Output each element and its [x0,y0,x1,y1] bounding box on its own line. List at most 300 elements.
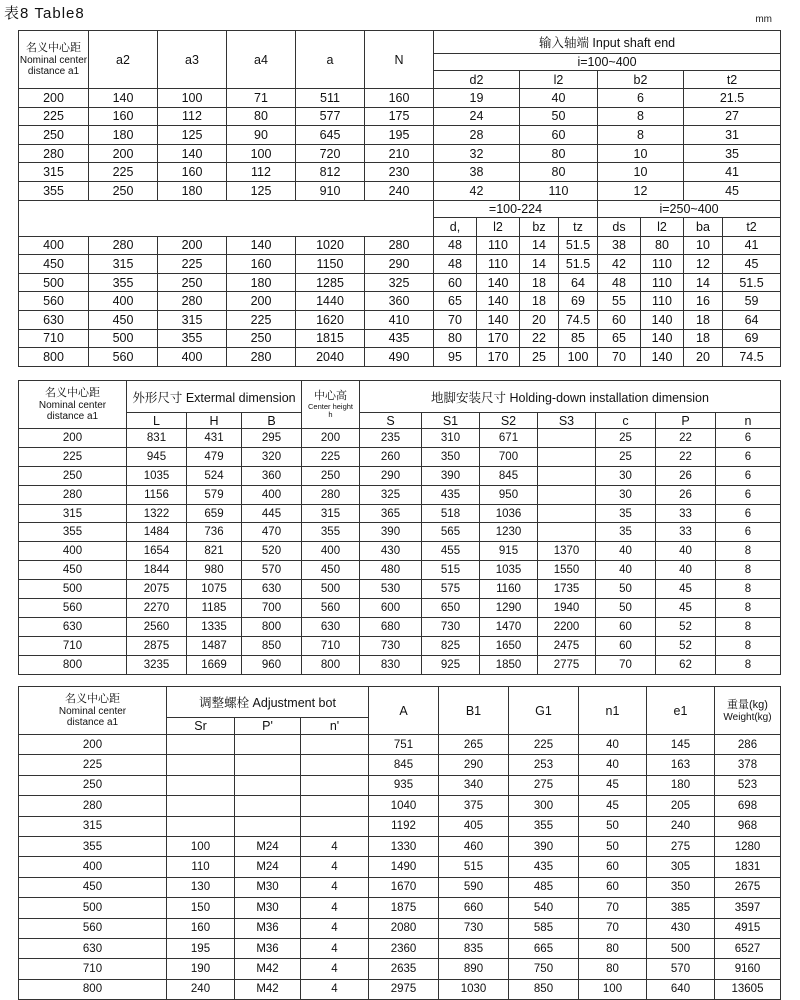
table-cell: 400 [242,485,302,504]
table-cell: 110 [641,273,684,292]
table-cell: 50 [596,580,656,599]
table-row [19,144,781,163]
table-cell: 560 [89,348,158,367]
table-cell: 800 [302,655,360,674]
table-cell: M24 [235,857,301,877]
table-cell: 845 [369,755,439,775]
table-cell: 315 [19,816,167,836]
table-cell: 430 [647,918,715,938]
table-row [19,735,781,755]
table-cell: 355 [19,523,127,542]
table-cell: 64 [559,273,598,292]
table-cell: 479 [187,447,242,466]
table-cell: 170 [477,348,520,367]
table-cell: 1280 [715,836,781,856]
table-row [19,348,781,367]
table-cell: 1290 [480,599,538,618]
table-cell: 26 [656,485,716,504]
table-cell: 480 [360,561,422,580]
table-cell: 8 [716,599,781,618]
table-cell: 140 [158,144,227,163]
table-row [19,447,781,466]
table-cell: 112 [158,107,227,126]
table-cell: 515 [439,857,509,877]
table-cell: 355 [89,273,158,292]
table-cell: 1150 [296,255,365,274]
table-cell: 435 [422,485,480,504]
table-cell: 3235 [127,655,187,674]
table-cell: 60 [434,273,477,292]
table-cell: 8 [716,542,781,561]
table-row [19,796,781,816]
table-cell: 579 [187,485,242,504]
table-row [19,918,781,938]
table-cell: 4 [301,898,369,918]
table-cell: 55 [598,292,641,311]
table-cell: 100 [158,89,227,108]
header-center-height: 中心高 Center height h [302,381,360,429]
table-cell: 85 [559,329,598,348]
table-cell: 280 [302,485,360,504]
table-cell: 730 [439,918,509,938]
table-cell: 751 [369,735,439,755]
table-cell: 200 [89,144,158,163]
header-S3: S3 [538,413,596,429]
header-adjust: 调整螺栓 Adjustment bot [167,687,369,718]
table-cell: 160 [89,107,158,126]
table-cell: 74.5 [723,348,781,367]
table-cell: 110 [477,255,520,274]
table-cell [167,735,235,755]
table-cell: 25 [596,447,656,466]
table-cell: 125 [227,181,296,200]
table-cell: 4 [301,857,369,877]
header-B1: B1 [439,687,509,735]
table-cell [167,775,235,795]
table-cell: 41 [723,236,781,255]
table-cell: 500 [647,938,715,958]
table-cell: 140 [641,348,684,367]
header-S2: S2 [480,413,538,429]
table-cell: 2360 [369,938,439,958]
table-cell: 40 [579,755,647,775]
table-cell: 60 [596,636,656,655]
table-cell: 20 [684,348,723,367]
table-cell: 40 [656,561,716,580]
table-cell: 698 [715,796,781,816]
table-cell: 2040 [296,348,365,367]
table-cell: 250 [19,126,89,145]
table-cell: 1230 [480,523,538,542]
table-cell: 225 [158,255,227,274]
table-row [19,580,781,599]
table-cell: 50 [596,599,656,618]
table-cell: 60 [579,877,647,897]
table-cell: 750 [509,959,579,979]
table-cell: 74.5 [559,310,598,329]
table-cell: 140 [227,236,296,255]
table-cell: 200 [302,429,360,448]
header-b2: b2 [598,71,684,89]
table-cell: 6 [716,523,781,542]
table-cell: 110 [167,857,235,877]
table-cell: 40 [520,89,598,108]
table-cell: 720 [296,144,365,163]
table-cell: 69 [559,292,598,311]
table-cell: 850 [509,979,579,999]
table-cell: 1036 [480,504,538,523]
table-cell: 38 [598,236,641,255]
table-cell [301,816,369,836]
table-cell: 125 [158,126,227,145]
table-cell: 350 [422,447,480,466]
table-cell: 42 [434,181,520,200]
table-cell: 570 [242,561,302,580]
table-cell: 460 [439,836,509,856]
table-row [19,877,781,897]
table-cell: 225 [302,447,360,466]
table-cell: 80 [434,329,477,348]
table-row [19,255,781,274]
header-sub-b: t2 [723,217,781,236]
table-cell: 195 [167,938,235,958]
table-cell: 12 [684,255,723,274]
table-cell: 630 [19,617,127,636]
table-cell: 250 [19,466,127,485]
table-cell: 831 [127,429,187,448]
table-cell: 180 [227,273,296,292]
table-cell [301,775,369,795]
table-cell: 280 [89,236,158,255]
table-cell: 645 [296,126,365,145]
table-cell [538,466,596,485]
table-cell [538,504,596,523]
table-cell: 355 [19,181,89,200]
header-a4: a4 [227,31,296,89]
header-Sr: Sr [167,718,235,735]
table-cell: 13605 [715,979,781,999]
table-row [19,523,781,542]
table-cell: 585 [509,918,579,938]
table-cell: 520 [242,542,302,561]
table-cell: 26 [656,466,716,485]
header-l2: l2 [520,71,598,89]
table-cell: 300 [509,796,579,816]
table-cell: 286 [715,735,781,755]
table-cell: 265 [439,735,509,755]
table-cell: 2975 [369,979,439,999]
table-cell: 1831 [715,857,781,877]
table-cell: 378 [715,755,781,775]
table-cell: 470 [242,523,302,542]
table-cell: 250 [19,775,167,795]
table-row [19,466,781,485]
table-cell: 2675 [715,877,781,897]
table-cell: 22 [656,447,716,466]
table-cell: 500 [19,898,167,918]
table-cell: 250 [158,273,227,292]
table-cell: 800 [19,979,167,999]
table-cell: 19 [434,89,520,108]
table-cell: 2200 [538,617,596,636]
table-cell: 80 [520,144,598,163]
table1-blank-block [19,200,434,236]
header-H: H [187,413,242,429]
table-cell [538,523,596,542]
header-e1: e1 [647,687,715,735]
table-cell: 1470 [480,617,538,636]
table-cell: 360 [365,292,434,311]
table-cell: 410 [365,310,434,329]
table-cell: 22 [520,329,559,348]
table-cell: M36 [235,938,301,958]
table-cell: 400 [19,857,167,877]
table-cell: 50 [579,816,647,836]
table-cell: 150 [167,898,235,918]
table-cell: 350 [647,877,715,897]
table-cell: 960 [242,655,302,674]
table-cell: 4 [301,959,369,979]
table-cell: 490 [365,348,434,367]
table-cell: 51.5 [723,273,781,292]
table-row [19,755,781,775]
table-cell: 375 [439,796,509,816]
table-cell: 325 [365,273,434,292]
table-cell: 560 [19,918,167,938]
table-cell: 175 [365,107,434,126]
table-cell: 240 [647,816,715,836]
table-cell: 1040 [369,796,439,816]
table-cell: 90 [227,126,296,145]
table-cell: 665 [509,938,579,958]
table-cell: 14 [520,255,559,274]
table-cell: 260 [360,447,422,466]
table-cell: 485 [509,877,579,897]
table-cell: 21.5 [684,89,781,108]
table-cell: 200 [158,236,227,255]
table-row [19,561,781,580]
table-cell: 31 [684,126,781,145]
table-cell: 69 [723,329,781,348]
header-sub-b: bz [520,217,559,236]
table-cell: 1815 [296,329,365,348]
table-cell: 650 [422,599,480,618]
header-sub-b: d, [434,217,477,236]
dimension-table-2 [18,380,781,675]
table-cell [167,755,235,775]
table-cell [538,485,596,504]
table-row [19,898,781,918]
table-cell: 577 [296,107,365,126]
table-cell: 6 [716,466,781,485]
table-cell: 455 [422,542,480,561]
table-cell: 390 [509,836,579,856]
table-cell [167,816,235,836]
table-cell: 45 [656,599,716,618]
header-P: P [656,413,716,429]
table-cell: 70 [579,898,647,918]
table-cell: 18 [520,273,559,292]
table-cell: 4 [301,938,369,958]
table-cell: 355 [19,836,167,856]
header-a2: a2 [89,31,158,89]
table-row [19,857,781,877]
table-cell: 915 [480,542,538,561]
header-n-prime: n' [301,718,369,735]
table-cell: 500 [19,273,89,292]
table-cell: 2875 [127,636,187,655]
table-cell: 10 [684,236,723,255]
table-cell: 430 [360,542,422,561]
table-cell: 160 [158,163,227,182]
table-cell: 35 [596,504,656,523]
table-cell: 200 [19,89,89,108]
table-cell: 825 [422,636,480,655]
table-cell: 570 [647,959,715,979]
header-S1: S1 [422,413,480,429]
table-cell: 52 [656,636,716,655]
table-cell: 1160 [480,580,538,599]
table-cell: 225 [509,735,579,755]
table-cell: M30 [235,877,301,897]
table-cell: 62 [656,655,716,674]
table-cell: 30 [596,485,656,504]
table-cell: 3597 [715,898,781,918]
table-cell: 59 [723,292,781,311]
header-weight: 重量(kg) Weight(kg) [715,687,781,735]
table-cell: 1440 [296,292,365,311]
table-cell [538,447,596,466]
table-row [19,542,781,561]
table-row [19,504,781,523]
table-cell: 280 [19,796,167,816]
table-cell: 240 [167,979,235,999]
table-cell [301,735,369,755]
header-sub-b: ba [684,217,723,236]
header-ratio-a: i=100~400 [434,54,781,71]
table-cell [235,775,301,795]
table-cell: 315 [19,504,127,523]
table-cell: 80 [579,938,647,958]
table-cell: 32 [434,144,520,163]
table-cell: 560 [19,599,127,618]
table-cell: 821 [187,542,242,561]
table-cell: 180 [158,181,227,200]
table-cell: 27 [684,107,781,126]
table-row [19,938,781,958]
table-cell: 1654 [127,542,187,561]
table-cell: 1669 [187,655,242,674]
table-cell: 110 [477,236,520,255]
table-cell: 40 [596,542,656,561]
header-n: n [716,413,781,429]
table-cell: 24 [434,107,520,126]
table-cell: 160 [227,255,296,274]
table-row [19,107,781,126]
table-cell: 40 [579,735,647,755]
table-row [19,617,781,636]
table-cell: 630 [242,580,302,599]
table-cell: 8 [716,617,781,636]
table-cell: 500 [89,329,158,348]
table-cell: 1650 [480,636,538,655]
table-cell: 2635 [369,959,439,979]
table-row [19,329,781,348]
table-cell [167,796,235,816]
table-cell: 14 [684,273,723,292]
table-cell: 140 [641,329,684,348]
table-cell: 200 [19,429,127,448]
table-cell: 540 [509,898,579,918]
table-cell: 1030 [439,979,509,999]
table-cell: 445 [242,504,302,523]
table-cell: 250 [302,466,360,485]
header-S: S [360,413,422,429]
table-cell: 275 [509,775,579,795]
table-cell: 450 [19,877,167,897]
dimension-table-1 [18,30,781,367]
table-cell [301,755,369,775]
table-cell: 630 [19,938,167,958]
unit-label: mm [755,14,772,25]
table-cell: 45 [579,775,647,795]
table-cell: 250 [227,329,296,348]
table-cell: 390 [360,523,422,542]
table-cell: 280 [365,236,434,255]
header-P-prime: P' [235,718,301,735]
table-row [19,599,781,618]
table-cell: 700 [242,599,302,618]
table-cell: 518 [422,504,480,523]
table-cell: 2475 [538,636,596,655]
table-cell: 560 [19,292,89,311]
table-cell: 640 [647,979,715,999]
table-cell: 1156 [127,485,187,504]
table-cell: 325 [360,485,422,504]
table-cell [538,429,596,448]
table-row [19,310,781,329]
table-cell: 52 [656,617,716,636]
table-cell: 100 [559,348,598,367]
table-row [19,485,781,504]
table-cell: 950 [480,485,538,504]
table-cell: 450 [19,561,127,580]
table-cell: 163 [647,755,715,775]
table-cell: 590 [439,877,509,897]
table-cell: 60 [579,857,647,877]
table-cell: 4 [301,877,369,897]
table-cell: 30 [596,466,656,485]
table-cell: 225 [19,107,89,126]
table-cell: 18 [520,292,559,311]
table-cell: 42 [598,255,641,274]
table-cell: 680 [360,617,422,636]
table-cell: 575 [422,580,480,599]
table-row [19,126,781,145]
table-cell: 523 [715,775,781,795]
page-title: 表8 Table8 [4,5,85,22]
table-cell: 45 [723,255,781,274]
table-cell: M42 [235,959,301,979]
table-cell: 38 [434,163,520,182]
table-cell: 1185 [187,599,242,618]
table-cell: 385 [647,898,715,918]
table-cell: 65 [598,329,641,348]
table-cell: 140 [477,273,520,292]
table-cell: 4 [301,918,369,938]
table-cell: 4915 [715,918,781,938]
table-cell: 1850 [480,655,538,674]
